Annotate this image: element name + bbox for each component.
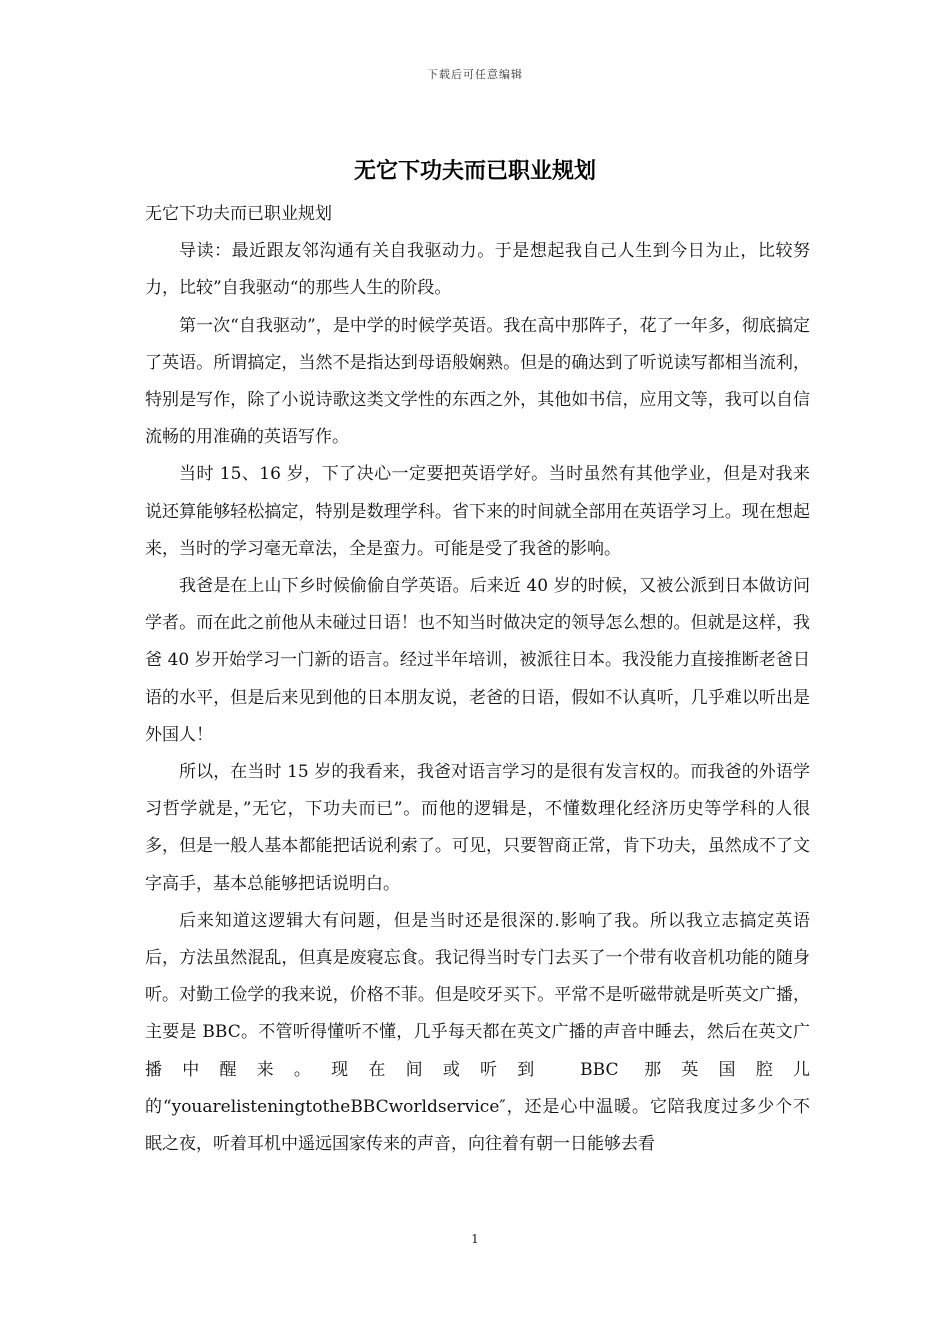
paragraph-age-15: 当时 15、16 岁，下了决心一定要把英语学好。当时虽然有其他学业，但是对我来说还算能够轻松搞定，特别是数理学科。省下来的时间就全部用在英语学习上。现在想起来，当时的学习毫无章法，全是蛮力。可能是受了我爸的影响。: [145, 464, 810, 559]
paragraph-first-drive: 第一次“自我驱动”，是中学的时候学英语。我在高中那阵子，花了一年多，彻底搞定了英语。所谓搞定，当然不是指达到母语般娴熟。但是的确达到了听说读写都相当流利，特别是写作，除了小说诗歌这类文学性的东西之外，其他如书信，应用文等，我可以自信流畅的用准确的英语写作。: [145, 315, 810, 448]
page-number: 1: [471, 1232, 479, 1246]
paragraph-intro: 导读：最近跟友邻沟通有关自我驱动力。于是想起我自己人生到今日为止，比较努力，比较”自我驱动“的那些人生的阶段。: [145, 241, 810, 299]
document-body: [145, 196, 810, 1163]
paragraph-bbc: 后来知道这逻辑大有问题，但是当时还是很深的.影响了我。所以我立志搞定英语后，方法虽然混乱，但真是废寝忘食。我记得当时专门去买了一个带有收音机功能的随身听。对勤工俭学的我来说，价格不菲。但是咬牙买下。平常不是听磁带就是听英文广播，主要是 BBC。不管听得懂听不懂，几乎每天都在英文广播的声音中睡去，然后在英文广播中醒来。现在间或听到 BBC 那英国腔儿的“youarelisteningtotheBBCworldservice″，还是心中温暖。它陪我度过多少个不眠之夜，听着耳机中遥远国家传来的声音，向往着有朝一日能够去看: [145, 910, 810, 1155]
document-title: 无它下功夫而已职业规划: [353, 159, 596, 184]
document-subtitle: 无它下功夫而已职业规划: [145, 204, 332, 224]
paragraph-philosophy: 所以，在当时 15 岁的我看来，我爸对语言学习的是很有发言权的。而我爸的外语学习哲学就是，”无它，下功夫而已”。而他的逻辑是，不懂数理化经济历史等学科的人很多，但是一般人基本都能把话说利索了。可见，只要智商正常，肯下功夫，虽然成不了文字高手，基本总能够把话说明白。: [145, 762, 810, 894]
paragraph-father: 我爸是在上山下乡时候偷偷自学英语。后来近 40 岁的时候，又被公派到日本做访问学者。而在此之前他从未碰过日语！也不知当时做决定的领导怎么想的。但就是这样，我爸 40 岁开始学习一门新的语言。经过半年培训，被派往日本。我没能力直接推断老爸日语的水平，但是后来见到他的日本朋友说，老爸的日语，假如不认真听，几乎难以听出是外国人！: [145, 576, 810, 745]
header-note: 下载后可任意编辑: [427, 68, 523, 81]
